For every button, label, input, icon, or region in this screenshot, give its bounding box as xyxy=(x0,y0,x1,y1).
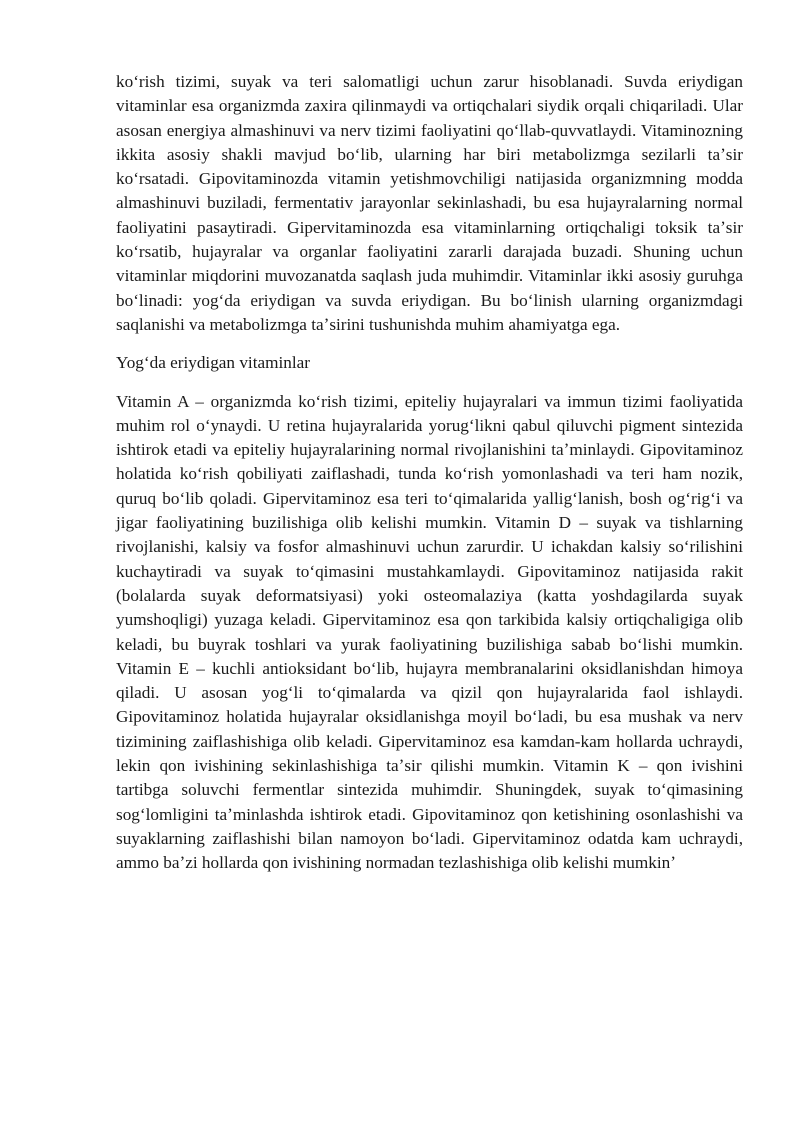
section-heading: Yogʻda eriydigan vitaminlar xyxy=(116,353,310,373)
body-paragraph-2: Vitamin A – organizmda koʻrish tizimi, epiteliy hujayralari va immun tizimi faoliyatida muhim rol oʻynaydi. U retina hujayralarida yorugʻlikni qabul qiluvchi pigment sintezida ishtirok etadi va epiteliy hujayralarining normal rivojlanishini taʼminlaydi. Gipovitaminoz holatida koʻrish qobiliyati zaiflashadi, tunda koʻrish yomonlashadi va teri ham nozik, quruq boʻlib qoladi. Gipervitaminoz esa teri toʻqimalarida yalligʻlanish, bosh ogʻrigʻi va jigar faoliyatining buzilishiga olib kelishi mumkin. Vitamin D – suyak va tishlarning rivojlanishi, kalsiy va fosfor almashinuvi uchun zarurdir. U ichakdan kalsiy soʻrilishini kuchaytiradi va suyak toʻqimasini mustahkamlaydi. Gipovitaminoz natijasida rakit (bolalarda suyak deformatsiyasi) yoki osteomalaziya (katta yoshdagilarda suyak yumshoqligi) yuzaga keladi. Gipervitaminoz esa qon tarkibida kalsiy ortiqchaligiga olib keladi, bu buyrak toshlari va yurak faoliyatining buzilishiga sabab boʻlishi mumkin. Vitamin E – kuchli antioksidant boʻlib, hujayra membranalarini oksidlanishdan himoya qiladi. U asosan yogʻli toʻqimalarda va qizil qon hujayralarida faol ishlaydi. Gipovitaminoz holatida hujayralar oksidlanishga moyil boʻladi, bu esa mushak va nerv tizimining zaiflashishiga olib keladi. Gipervitaminoz esa kamdan-kam hollarda uchraydi, lekin qon ivishining sekinlashishiga taʼsir qilishi mumkin. Vitamin K – qon ivishini tartibga soluvchi fermentlar sintezida muhimdir. Shuningdek, suyak toʻqimasining sogʻlomligini taʼminlashda ishtirok etadi. Gipovitaminoz qon ketishining osonlashishi va suyaklarning zaiflashishi bilan namoyon boʻladi. Gipervitaminoz odatda kam uchraydi, ammo baʼzi hollarda qon ivishining normadan tezlashishiga olib kelishi mumkinʼ xyxy=(116,391,743,873)
body-paragraph-1: koʻrish tizimi, suyak va teri salomatligi uchun zarur hisoblanadi. Suvda eriydigan vitaminlar esa organizmda zaxira qilinmaydi va ortiqchalari siydik orqali chiqariladi. Ular asosan energiya almashinuvi va nerv tizimi faoliyatini qoʻllab-quvvatlaydi. Vitaminozning ikkita asosiy shakli mavjud boʻlib, ularning har biri metabolizmga sezilarli taʼsir koʻrsatadi. Gipovitaminozda vitamin yetishmovchiligi natijasida organizmning modda almashinuvi buziladi, fermentativ jarayonlar sekinlashadi, bu esa hujayralarning normal faoliyatini pasaytiradi. Gipervitaminozda esa vitaminlarning ortiqchaligi toksik taʼsir koʻrsatib, hujayralar va organlar faoliyatini zararli darajada buzadi. Shuning uchun vitaminlar miqdorini muvozanatda saqlash juda muhimdir. Vitaminlar ikki asosiy guruhga boʻlinadi: yogʻda eriydigan va suvda eriydigan. Bu boʻlinish ularning organizmdagi saqlanishi va metabolizmga taʼsirini tushunishda muhim ahamiyatga ega. xyxy=(116,72,743,334)
document-page xyxy=(116,70,743,890)
